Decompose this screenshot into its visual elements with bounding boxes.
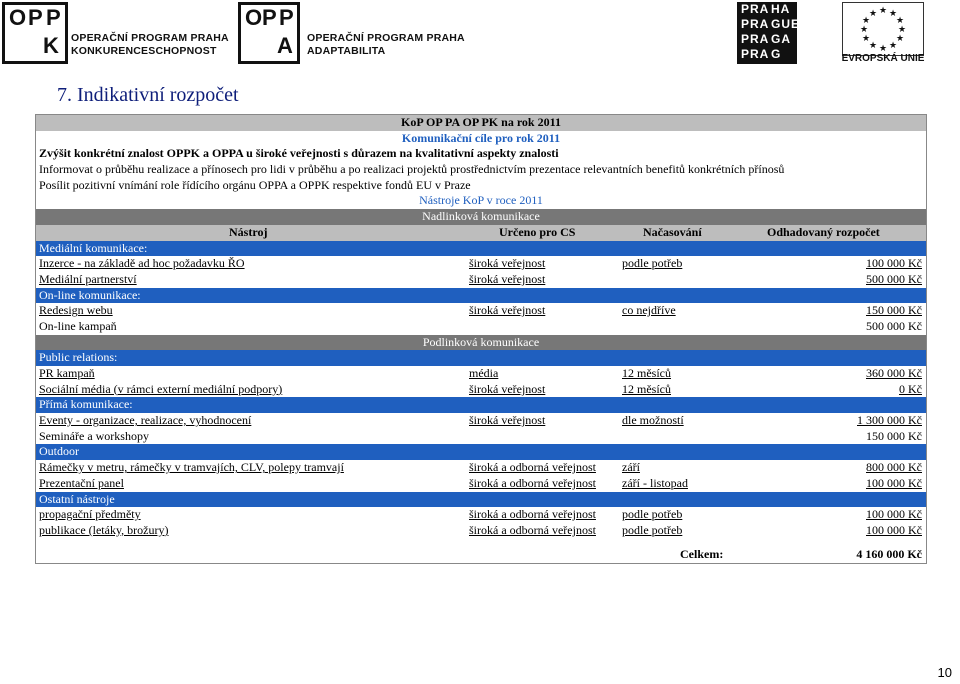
cell-target: široká veřejnost bbox=[469, 256, 546, 271]
svg-text:★: ★ bbox=[895, 34, 905, 44]
column-header-row bbox=[36, 225, 926, 241]
podlinkova-row bbox=[36, 335, 926, 351]
oppk-letter-k: K bbox=[43, 33, 59, 58]
cell-tool: Prezentační panel bbox=[39, 475, 124, 490]
oppk-letter-p2: P bbox=[46, 5, 61, 30]
section-row bbox=[36, 444, 926, 460]
oppa-logo-text bbox=[307, 32, 465, 58]
table-row bbox=[36, 429, 926, 445]
total-label: Celkem: bbox=[680, 546, 724, 561]
col-rozpocet: Odhadovaný rozpočet bbox=[767, 224, 880, 239]
cell-timing: září - listopad bbox=[622, 475, 688, 490]
table-row bbox=[36, 413, 926, 429]
svg-text:★: ★ bbox=[878, 44, 888, 54]
section-row bbox=[36, 288, 926, 304]
svg-text:★: ★ bbox=[861, 34, 871, 44]
svg-text:★: ★ bbox=[859, 25, 869, 35]
oppa-logo bbox=[238, 2, 300, 64]
svg-text:★: ★ bbox=[888, 41, 898, 51]
praha-row1-a: PRA bbox=[741, 2, 770, 16]
table-title: KoP OP PA OP PK na rok 2011 bbox=[401, 115, 561, 129]
nadlinkova-row bbox=[36, 209, 926, 225]
cell-target: široká a odborná veřejnost bbox=[469, 507, 596, 522]
section-row bbox=[36, 492, 926, 508]
table-row bbox=[36, 507, 926, 523]
svg-text:★: ★ bbox=[861, 16, 871, 26]
table-row bbox=[36, 303, 926, 319]
table-row bbox=[36, 476, 926, 492]
goal-3: Posílit pozitivní vnímání role řídícího orgánu OPPA a OPPK respektive fondů EU v Praze bbox=[39, 177, 471, 192]
cell-tool: Sociální média (v rámci externí mediální podpory) bbox=[39, 381, 283, 396]
oppa-text-line2: ADAPTABILITA bbox=[307, 45, 386, 57]
praha-row2-b: GUE bbox=[771, 17, 801, 31]
cell-tool: Semináře a workshopy bbox=[39, 428, 149, 443]
budget-table bbox=[35, 114, 927, 564]
section-ostatni: Ostatní nástroje bbox=[39, 491, 115, 506]
cell-budget: 0 Kč bbox=[899, 381, 922, 396]
cell-target: široká a odborná veřejnost bbox=[469, 460, 596, 475]
section-medialni: Mediální komunikace: bbox=[39, 240, 148, 255]
cell-budget: 500 000 Kč bbox=[866, 271, 922, 286]
cell-tool: Mediální partnerství bbox=[39, 271, 137, 286]
cell-timing: září bbox=[622, 460, 640, 475]
table-row bbox=[36, 272, 926, 288]
cell-target: široká veřejnost bbox=[469, 271, 546, 286]
svg-text:★: ★ bbox=[895, 16, 905, 26]
total-row bbox=[36, 545, 926, 563]
cell-budget: 100 000 Kč bbox=[866, 475, 922, 490]
cell-budget: 100 000 Kč bbox=[866, 256, 922, 271]
praha-row3-a: PRA bbox=[741, 32, 770, 46]
table-row bbox=[36, 319, 926, 335]
col-nacasovani: Načasování bbox=[643, 224, 702, 239]
oppa-letter-p2: P bbox=[279, 5, 294, 30]
cell-tool: propagační předměty bbox=[39, 507, 141, 522]
section-pr: Public relations: bbox=[39, 350, 118, 365]
cell-budget: 100 000 Kč bbox=[866, 507, 922, 522]
cell-budget: 800 000 Kč bbox=[866, 460, 922, 475]
cell-timing: podle potřeb bbox=[622, 507, 683, 522]
cell-timing: 12 měsíců bbox=[622, 366, 671, 380]
praha-row4-a: PRA bbox=[741, 47, 770, 61]
col-urceno: Určeno pro CS bbox=[499, 224, 576, 239]
svg-text:★: ★ bbox=[868, 41, 878, 51]
svg-text:★: ★ bbox=[897, 25, 907, 35]
nadlinkova-label: Nadlinková komunikace bbox=[422, 209, 540, 224]
cell-budget: 100 000 Kč bbox=[866, 522, 922, 537]
cell-timing: podle potřeb bbox=[622, 256, 683, 271]
oppa-letter-a: A bbox=[277, 33, 293, 58]
svg-text:★: ★ bbox=[878, 6, 888, 16]
cell-target: široká veřejnost bbox=[469, 381, 546, 396]
cell-tool: Eventy - organizace, realizace, vyhodnocení bbox=[39, 413, 252, 428]
table-subtitle-row bbox=[36, 131, 926, 147]
cell-tool: PR kampaň bbox=[39, 366, 95, 380]
section-outdoor: Outdoor bbox=[39, 444, 79, 459]
section-prima: Přímá komunikace: bbox=[39, 397, 133, 412]
table-row bbox=[36, 382, 926, 398]
goal-2: Informovat o průběhu realizace a přínosech pro lidi v průběhu a po realizaci projektů prostřednictvím prezentace relevantních benefitů konkrétních přínosů bbox=[39, 162, 785, 177]
goal-row bbox=[36, 146, 926, 162]
oppk-text-line1: OPERAČNÍ PROGRAM PRAHA bbox=[71, 32, 229, 44]
oppk-letter-p1: P bbox=[28, 5, 43, 30]
cell-timing: podle potřeb bbox=[622, 522, 683, 537]
oppa-letter-o: O bbox=[245, 5, 263, 30]
section-row bbox=[36, 397, 926, 413]
oppa-letter-p1: P bbox=[262, 5, 277, 30]
cell-tool: On-line kampaň bbox=[39, 318, 117, 333]
oppk-text-line2: KONKURENCESCHOPNOST bbox=[71, 45, 217, 57]
svg-text:★: ★ bbox=[888, 9, 898, 19]
cell-tool: Rámečky v metru, rámečky v tramvajích, CLV, polepy tramvají bbox=[39, 460, 344, 475]
section-online: On-line komunikace: bbox=[39, 287, 141, 302]
section-row bbox=[36, 350, 926, 366]
table-title-row bbox=[36, 115, 926, 131]
eu-flag-icon bbox=[842, 2, 924, 56]
praha-row2-a: PRA bbox=[741, 17, 770, 31]
eu-label: EVROPSKÁ UNIE bbox=[841, 53, 925, 64]
cell-timing: 12 měsíců bbox=[622, 381, 671, 396]
cell-tool: Redesign webu bbox=[39, 303, 113, 318]
svg-text:★: ★ bbox=[868, 9, 878, 19]
table-row bbox=[36, 256, 926, 272]
cell-timing: dle možností bbox=[622, 413, 684, 428]
table-row bbox=[36, 366, 926, 382]
praha-row1-b: HA bbox=[771, 2, 791, 16]
cell-target: široká veřejnost bbox=[469, 303, 546, 318]
praha-logo bbox=[737, 2, 801, 64]
table-subtitle: Komunikační cíle pro rok 2011 bbox=[401, 130, 561, 145]
praha-row4-b: G bbox=[771, 47, 782, 61]
tools-title: Nástroje KoP v roce 2011 bbox=[419, 193, 543, 208]
cell-budget: 1 300 000 Kč bbox=[857, 413, 922, 428]
oppa-text-line1: OPERAČNÍ PROGRAM PRAHA bbox=[307, 32, 465, 44]
goal-row bbox=[36, 162, 926, 178]
goal-1: Zvýšit konkrétní znalost OPPK a OPPA u široké veřejnosti s důrazem na kvalitativní aspekty znalosti bbox=[39, 146, 559, 161]
page-heading: 7. Indikativní rozpočet bbox=[57, 84, 239, 106]
col-nastroj: Nástroj bbox=[229, 224, 268, 239]
cell-target: média bbox=[469, 366, 499, 380]
podlinkova-label: Podlinková komunikace bbox=[422, 334, 540, 349]
cell-timing: co nejdříve bbox=[622, 303, 676, 318]
cell-target: široká veřejnost bbox=[469, 413, 546, 428]
table-row bbox=[36, 523, 926, 539]
tools-title-row bbox=[36, 193, 926, 209]
cell-target: široká a odborná veřejnost bbox=[469, 522, 596, 537]
table-row bbox=[36, 460, 926, 476]
cell-target: široká a odborná veřejnost bbox=[469, 475, 596, 490]
page-number: 10 bbox=[937, 665, 952, 680]
oppk-logo bbox=[2, 2, 68, 64]
cell-budget: 150 000 Kč bbox=[866, 428, 922, 443]
cell-budget: 500 000 Kč bbox=[866, 318, 922, 333]
cell-budget: 360 000 Kč bbox=[866, 366, 922, 380]
cell-tool: publikace (letáky, brožury) bbox=[39, 522, 169, 537]
goal-row bbox=[36, 178, 926, 194]
oppk-letter-o: O bbox=[9, 5, 27, 30]
cell-budget: 150 000 Kč bbox=[866, 303, 922, 318]
oppk-logo-text bbox=[71, 32, 229, 58]
total-value: 4 160 000 Kč bbox=[856, 546, 922, 561]
cell-tool: Inzerce - na základě ad hoc požadavku ŘO bbox=[39, 256, 245, 271]
praha-row3-b: GA bbox=[771, 32, 791, 46]
section-row bbox=[36, 241, 926, 257]
